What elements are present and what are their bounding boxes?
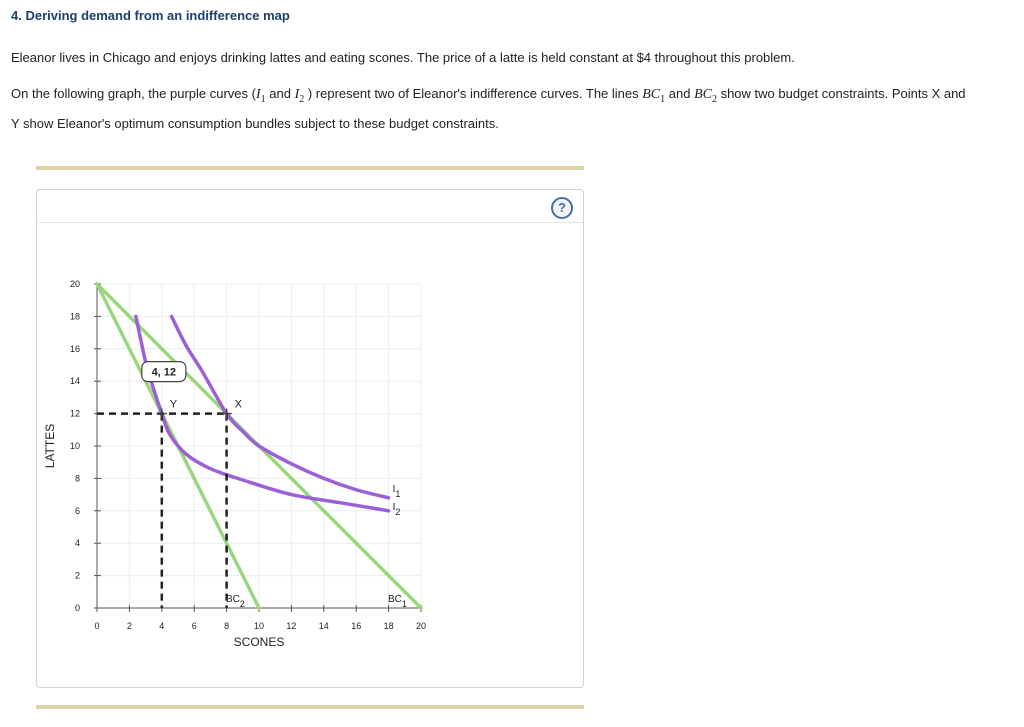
- bc1-symbol: $BC_1$: [642, 87, 666, 105]
- point-label-x: X: [234, 398, 242, 411]
- x-axis-title: SCONES: [233, 635, 285, 649]
- x-tick-label: 10: [253, 621, 265, 631]
- bottom-divider: [36, 705, 584, 709]
- desc-text-d: show two budget constraints. Points X and Y show Eleanor's optimum consumption bundles subject to these budget constraints.: [11, 86, 966, 131]
- y-tick-label: 10: [69, 441, 80, 451]
- desc-text-c: and: [665, 86, 695, 101]
- y-tick-label: 0: [74, 603, 80, 613]
- x-tick-label: 6: [191, 621, 197, 631]
- label-i2: I2: [392, 501, 401, 517]
- desc-text-and: and: [265, 86, 295, 101]
- y-tick-label: 14: [69, 376, 80, 387]
- chart-labels: [142, 362, 407, 609]
- top-divider: [36, 166, 584, 170]
- bc2-symbol: $BC_2$: [694, 87, 717, 105]
- help-icon[interactable]: ?: [551, 197, 573, 219]
- point-label-y: Y: [169, 398, 178, 411]
- y-tick-label: 12: [69, 408, 80, 419]
- x-tick-label: 4: [159, 621, 165, 631]
- x-tick-label: 0: [94, 621, 100, 631]
- x-tick-label: 8: [224, 621, 230, 631]
- label-bc1: BC1: [388, 594, 407, 609]
- intro-paragraph: Eleanor lives in Chicago and enjoys drinking lattes and eating scones. The price of a latte is held constant at $4 throughout this problem.: [11, 50, 795, 65]
- x-tick-label: 16: [351, 621, 362, 631]
- graph-description-paragraph: [11, 82, 971, 136]
- label-i1: I1: [392, 483, 401, 499]
- y-tick-label: 18: [69, 311, 80, 322]
- desc-text-a: On the following graph, the purple curves (: [11, 86, 256, 101]
- y-tick-label: 8: [74, 473, 80, 484]
- y-tick-label: 6: [74, 505, 80, 516]
- x-tick-label: 14: [318, 621, 329, 631]
- i1-symbol: $I_1$: [255, 87, 266, 105]
- y-axis-title: LATTES: [43, 423, 57, 469]
- graph-panel: [36, 189, 584, 688]
- desc-text-b: ) represent two of Eleanor's indifference curves. The lines: [304, 86, 643, 101]
- y-tick-label: 2: [74, 570, 80, 581]
- y-tick-label: 20: [69, 279, 80, 289]
- coordinate-tooltip-text: 4, 12: [151, 366, 177, 379]
- x-tick-label: 20: [415, 621, 427, 631]
- y-tick-label: 4: [74, 538, 80, 549]
- y-tick-label: 16: [69, 343, 80, 354]
- indifference-chart[interactable]: [37, 190, 583, 687]
- x-tick-label: 12: [286, 621, 297, 631]
- x-tick-label: 18: [383, 621, 394, 631]
- x-tick-label: 2: [126, 621, 132, 631]
- i2-symbol: $I_2$: [294, 87, 305, 105]
- question-title: 4. Deriving demand from an indifference map: [11, 8, 290, 23]
- label-bc2: BC2: [226, 594, 245, 609]
